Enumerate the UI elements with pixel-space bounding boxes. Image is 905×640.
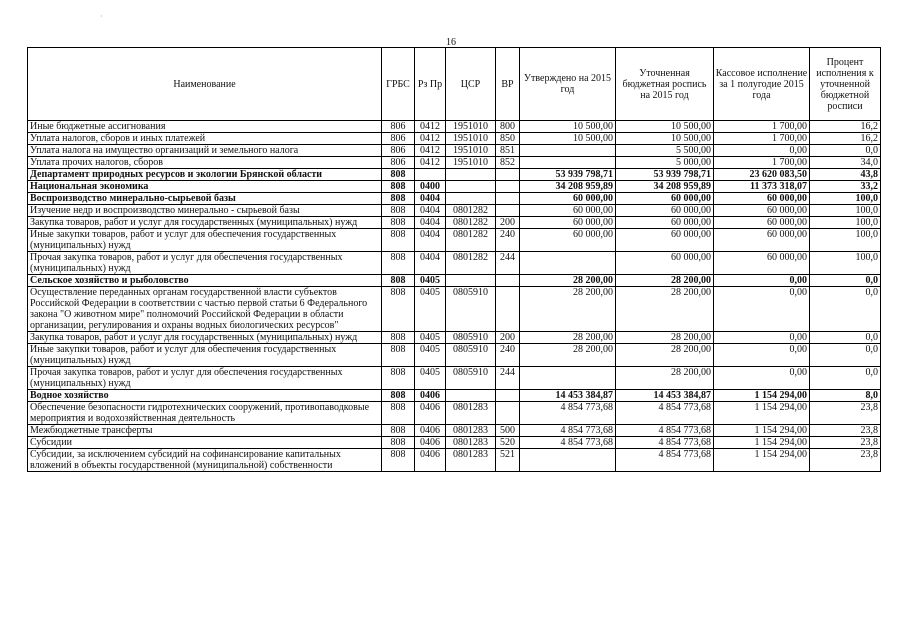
row-rz-pr: 0406 <box>415 425 446 437</box>
row-rz-pr: 0412 <box>415 133 446 145</box>
row-rz-pr: 0412 <box>415 121 446 133</box>
row-rz-pr: 0405 <box>415 275 446 287</box>
header-csr: ЦСР <box>446 48 496 121</box>
row-csr: 0805910 <box>446 367 496 390</box>
row-refined: 4 854 773,68 <box>616 402 714 425</box>
row-percent: 23,8 <box>810 449 881 472</box>
row-approved: 28 200,00 <box>520 344 616 367</box>
row-csr: 1951010 <box>446 145 496 157</box>
row-csr: 0801282 <box>446 205 496 217</box>
row-approved: 10 500,00 <box>520 133 616 145</box>
table-row <box>28 193 881 205</box>
row-approved: 53 939 798,71 <box>520 169 616 181</box>
row-rz-pr: 0405 <box>415 367 446 390</box>
header-grbs: ГРБС <box>382 48 415 121</box>
row-refined: 34 208 959,89 <box>616 181 714 193</box>
row-vr: 200 <box>496 332 520 344</box>
row-csr: 0801283 <box>446 402 496 425</box>
row-grbs: 808 <box>382 229 415 252</box>
row-cash: 0,00 <box>714 145 810 157</box>
table-row <box>28 205 881 217</box>
row-grbs: 808 <box>382 181 415 193</box>
row-vr: 800 <box>496 121 520 133</box>
row-refined: 60 000,00 <box>616 193 714 205</box>
row-cash: 0,00 <box>714 332 810 344</box>
row-approved: 4 854 773,68 <box>520 425 616 437</box>
row-percent: 33,2 <box>810 181 881 193</box>
row-vr: 244 <box>496 367 520 390</box>
row-csr: 0801283 <box>446 425 496 437</box>
table-row <box>28 145 881 157</box>
row-grbs: 808 <box>382 449 415 472</box>
row-csr: 0801282 <box>446 252 496 275</box>
table-row <box>28 425 881 437</box>
row-approved: 4 854 773,68 <box>520 402 616 425</box>
table-row <box>28 252 881 275</box>
row-name: Обеспечение безопасности гидротехнических сооружений, противопаводковые мероприятия и водохозяйственная деятельность <box>28 402 382 425</box>
row-vr: 240 <box>496 344 520 367</box>
row-vr <box>496 205 520 217</box>
row-approved: 28 200,00 <box>520 332 616 344</box>
row-refined: 60 000,00 <box>616 252 714 275</box>
row-csr: 0801282 <box>446 229 496 252</box>
row-csr <box>446 169 496 181</box>
row-cash: 60 000,00 <box>714 193 810 205</box>
row-refined: 28 200,00 <box>616 367 714 390</box>
row-vr <box>496 169 520 181</box>
row-csr: 1951010 <box>446 157 496 169</box>
table-row <box>28 332 881 344</box>
row-rz-pr: 0412 <box>415 157 446 169</box>
row-refined: 5 500,00 <box>616 145 714 157</box>
row-vr: 852 <box>496 157 520 169</box>
row-approved: 60 000,00 <box>520 205 616 217</box>
table-row <box>28 390 881 402</box>
row-cash: 23 620 083,50 <box>714 169 810 181</box>
row-approved: 4 854 773,68 <box>520 437 616 449</box>
row-approved <box>520 145 616 157</box>
row-csr <box>446 390 496 402</box>
row-name: Воспроизводство минерально-сырьевой базы <box>28 193 382 205</box>
header-percent: Процент исполнения к уточненной бюджетной росписи <box>810 48 881 121</box>
row-percent: 16,2 <box>810 133 881 145</box>
row-vr: 520 <box>496 437 520 449</box>
row-csr: 1951010 <box>446 133 496 145</box>
row-name: Субсидии, за исключением субсидий на софинансирование капитальных вложений в объекты государственной (муниципальной) собственности <box>28 449 382 472</box>
row-cash: 1 700,00 <box>714 133 810 145</box>
row-csr <box>446 193 496 205</box>
row-approved: 10 500,00 <box>520 121 616 133</box>
row-approved <box>520 367 616 390</box>
row-rz-pr: 0404 <box>415 217 446 229</box>
row-approved: 60 000,00 <box>520 217 616 229</box>
row-cash: 60 000,00 <box>714 229 810 252</box>
row-refined: 60 000,00 <box>616 217 714 229</box>
row-percent: 43,8 <box>810 169 881 181</box>
page-number: 16 <box>446 37 456 48</box>
row-refined: 5 000,00 <box>616 157 714 169</box>
budget-table <box>27 47 881 472</box>
row-rz-pr: 0404 <box>415 205 446 217</box>
row-rz-pr: 0412 <box>415 145 446 157</box>
table-row <box>28 402 881 425</box>
row-cash: 1 700,00 <box>714 121 810 133</box>
table-row <box>28 367 881 390</box>
row-refined: 10 500,00 <box>616 133 714 145</box>
row-rz-pr: 0406 <box>415 402 446 425</box>
row-grbs: 808 <box>382 287 415 332</box>
row-percent: 100,0 <box>810 205 881 217</box>
row-cash: 60 000,00 <box>714 205 810 217</box>
header-refined: Уточненная бюджетная роспись на 2015 год <box>616 48 714 121</box>
row-grbs: 808 <box>382 252 415 275</box>
row-cash: 0,00 <box>714 367 810 390</box>
row-csr: 0805910 <box>446 332 496 344</box>
row-grbs: 808 <box>382 332 415 344</box>
row-cash: 0,00 <box>714 287 810 332</box>
row-rz-pr: 0405 <box>415 287 446 332</box>
row-approved: 28 200,00 <box>520 275 616 287</box>
row-rz-pr: 0404 <box>415 252 446 275</box>
row-grbs: 808 <box>382 169 415 181</box>
table-row <box>28 121 881 133</box>
row-rz-pr: 0405 <box>415 332 446 344</box>
row-grbs: 808 <box>382 425 415 437</box>
table-row <box>28 275 881 287</box>
row-approved <box>520 157 616 169</box>
row-percent: 0,0 <box>810 332 881 344</box>
row-name: Иные бюджетные ассигнования <box>28 121 382 133</box>
row-grbs: 808 <box>382 205 415 217</box>
row-refined: 4 854 773,68 <box>616 425 714 437</box>
row-grbs: 808 <box>382 275 415 287</box>
table-row <box>28 181 881 193</box>
row-refined: 28 200,00 <box>616 275 714 287</box>
row-vr <box>496 402 520 425</box>
row-name: Межбюджетные трансферты <box>28 425 382 437</box>
row-percent: 100,0 <box>810 217 881 229</box>
row-percent: 0,0 <box>810 275 881 287</box>
row-csr: 1951010 <box>446 121 496 133</box>
row-name: Иные закупки товаров, работ и услуг для обеспечения государственных (муниципальных) нужд <box>28 344 382 367</box>
row-percent: 0,0 <box>810 367 881 390</box>
table-row <box>28 287 881 332</box>
table-row <box>28 344 881 367</box>
row-refined: 60 000,00 <box>616 205 714 217</box>
row-percent: 34,0 <box>810 157 881 169</box>
row-name: Уплата прочих налогов, сборов <box>28 157 382 169</box>
row-grbs: 808 <box>382 193 415 205</box>
row-percent: 100,0 <box>810 229 881 252</box>
row-percent: 16,2 <box>810 121 881 133</box>
row-name: Сельское хозяйство и рыболовство <box>28 275 382 287</box>
row-name: Прочая закупка товаров, работ и услуг для обеспечения государственных (муниципальных) нужд <box>28 252 382 275</box>
row-approved: 34 208 959,89 <box>520 181 616 193</box>
row-percent: 23,8 <box>810 402 881 425</box>
header-cash: Кассовое исполнение за 1 полугодие 2015 года <box>714 48 810 121</box>
row-name: Национальная экономика <box>28 181 382 193</box>
row-refined: 28 200,00 <box>616 287 714 332</box>
row-csr <box>446 275 496 287</box>
table-row <box>28 217 881 229</box>
row-cash: 1 154 294,00 <box>714 425 810 437</box>
row-rz-pr: 0405 <box>415 344 446 367</box>
row-rz-pr: 0404 <box>415 193 446 205</box>
row-refined: 60 000,00 <box>616 229 714 252</box>
row-percent: 0,0 <box>810 287 881 332</box>
row-name: Уплата налогов, сборов и иных платежей <box>28 133 382 145</box>
row-csr: 0801283 <box>446 437 496 449</box>
row-grbs: 808 <box>382 217 415 229</box>
row-cash: 1 154 294,00 <box>714 402 810 425</box>
table-row <box>28 157 881 169</box>
row-cash: 1 700,00 <box>714 157 810 169</box>
row-grbs: 808 <box>382 367 415 390</box>
row-grbs: 808 <box>382 344 415 367</box>
row-approved <box>520 252 616 275</box>
row-cash: 0,00 <box>714 344 810 367</box>
row-rz-pr: 0406 <box>415 390 446 402</box>
row-csr: 0805910 <box>446 344 496 367</box>
row-grbs: 806 <box>382 121 415 133</box>
row-rz-pr: 0406 <box>415 449 446 472</box>
row-cash: 11 373 318,07 <box>714 181 810 193</box>
row-percent: 23,8 <box>810 425 881 437</box>
row-vr <box>496 390 520 402</box>
table-row <box>28 449 881 472</box>
row-vr: 850 <box>496 133 520 145</box>
row-refined: 28 200,00 <box>616 332 714 344</box>
row-refined: 4 854 773,68 <box>616 449 714 472</box>
row-vr: 240 <box>496 229 520 252</box>
row-name: Прочая закупка товаров, работ и услуг для обеспечения государственных (муниципальных) нужд <box>28 367 382 390</box>
row-cash: 0,00 <box>714 275 810 287</box>
header-vr: ВР <box>496 48 520 121</box>
header-name: Наименование <box>28 48 382 121</box>
row-vr: 851 <box>496 145 520 157</box>
row-approved: 14 453 384,87 <box>520 390 616 402</box>
row-percent: 23,8 <box>810 437 881 449</box>
header-rz-pr: Рз Пр <box>415 48 446 121</box>
row-name: Департамент природных ресурсов и экологии Брянской области <box>28 169 382 181</box>
row-percent: 0,0 <box>810 344 881 367</box>
row-vr <box>496 287 520 332</box>
row-rz-pr <box>415 169 446 181</box>
row-approved <box>520 449 616 472</box>
row-grbs: 808 <box>382 390 415 402</box>
header-row <box>28 48 881 121</box>
row-name: Уплата налога на имущество организаций и земельного налога <box>28 145 382 157</box>
row-vr: 500 <box>496 425 520 437</box>
row-approved: 60 000,00 <box>520 229 616 252</box>
row-refined: 14 453 384,87 <box>616 390 714 402</box>
row-refined: 10 500,00 <box>616 121 714 133</box>
row-percent: 100,0 <box>810 252 881 275</box>
row-refined: 28 200,00 <box>616 344 714 367</box>
row-approved: 28 200,00 <box>520 287 616 332</box>
row-vr: 200 <box>496 217 520 229</box>
row-refined: 4 854 773,68 <box>616 437 714 449</box>
row-rz-pr: 0400 <box>415 181 446 193</box>
row-name: Субсидии <box>28 437 382 449</box>
row-csr: 0801283 <box>446 449 496 472</box>
row-grbs: 806 <box>382 133 415 145</box>
row-grbs: 806 <box>382 157 415 169</box>
row-rz-pr: 0406 <box>415 437 446 449</box>
row-name: Закупка товаров, работ и услуг для государственных (муниципальных) нужд <box>28 217 382 229</box>
row-refined: 53 939 798,71 <box>616 169 714 181</box>
row-grbs: 806 <box>382 145 415 157</box>
row-name: Иные закупки товаров, работ и услуг для обеспечения государственных (муниципальных) нужд <box>28 229 382 252</box>
row-grbs: 808 <box>382 437 415 449</box>
table-row <box>28 133 881 145</box>
table-row <box>28 229 881 252</box>
corner-mark: · <box>100 12 103 21</box>
row-cash: 1 154 294,00 <box>714 449 810 472</box>
row-cash: 60 000,00 <box>714 217 810 229</box>
row-name: Закупка товаров, работ и услуг для государственных (муниципальных) нужд <box>28 332 382 344</box>
table-row <box>28 169 881 181</box>
table-row <box>28 437 881 449</box>
row-approved: 60 000,00 <box>520 193 616 205</box>
row-name: Осуществление переданных органам государственной власти субъектов Российской Федерации в соответствии с частью первой статьи 6 Федерального закона "О животном мире" полномочий Российской Федерации в области организации, регулирования и охраны водных биологических ресурсов" <box>28 287 382 332</box>
row-percent: 100,0 <box>810 193 881 205</box>
row-csr <box>446 181 496 193</box>
row-percent: 8,0 <box>810 390 881 402</box>
row-rz-pr: 0404 <box>415 229 446 252</box>
row-vr: 244 <box>496 252 520 275</box>
row-percent: 0,0 <box>810 145 881 157</box>
row-csr: 0805910 <box>446 287 496 332</box>
row-cash: 60 000,00 <box>714 252 810 275</box>
row-csr: 0801282 <box>446 217 496 229</box>
row-grbs: 808 <box>382 402 415 425</box>
row-vr <box>496 181 520 193</box>
row-cash: 1 154 294,00 <box>714 390 810 402</box>
row-vr <box>496 275 520 287</box>
row-vr <box>496 193 520 205</box>
row-name: Изучение недр и воспроизводство минерально - сырьевой базы <box>28 205 382 217</box>
header-approved: Утверждено на 2015 год <box>520 48 616 121</box>
row-name: Водное хозяйство <box>28 390 382 402</box>
row-vr: 521 <box>496 449 520 472</box>
row-cash: 1 154 294,00 <box>714 437 810 449</box>
